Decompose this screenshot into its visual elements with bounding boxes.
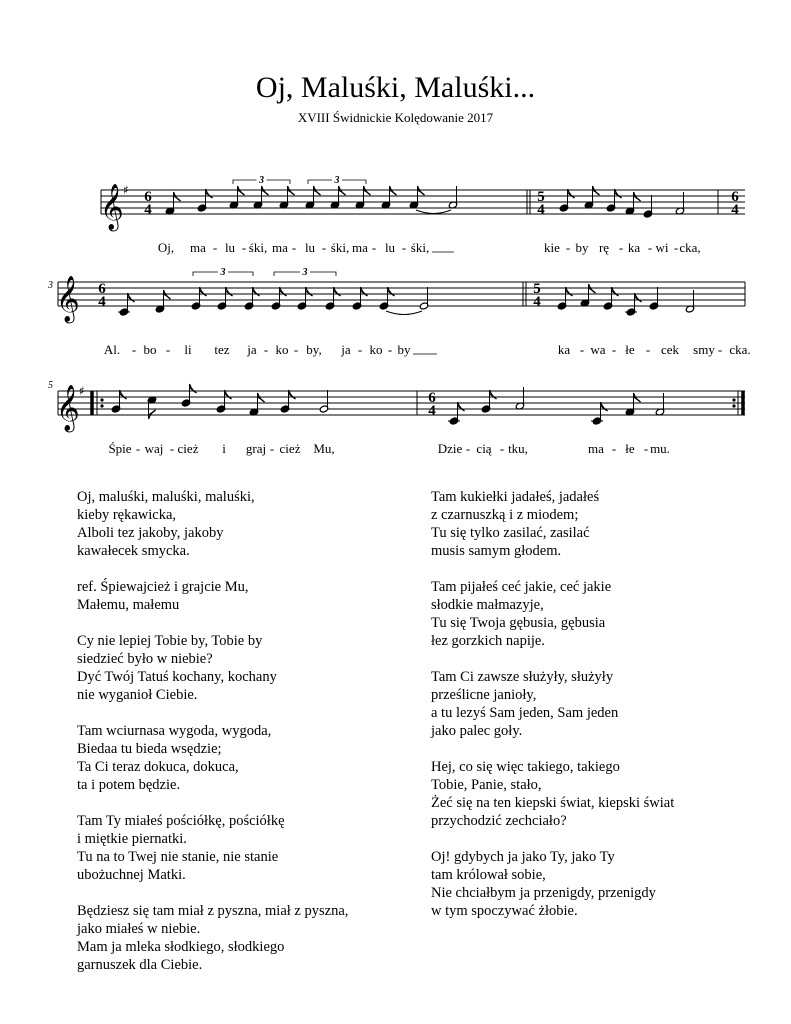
stanza-line: kawałecek smycka. bbox=[77, 543, 190, 559]
time-signature-numerator: 6 bbox=[428, 390, 436, 406]
time-signature-denominator: 4 bbox=[533, 294, 541, 310]
tuplet-number: 3 bbox=[302, 267, 308, 278]
note-flag bbox=[634, 393, 641, 402]
lyric-syllable: tku, bbox=[508, 441, 528, 456]
sharp-sign: ♯ bbox=[79, 384, 85, 398]
lyric-syllable: lu bbox=[304, 240, 316, 255]
lyric-syllable: ma bbox=[588, 441, 604, 456]
lyric-syllable: ka bbox=[627, 240, 641, 255]
time-signature-numerator: 6 bbox=[98, 281, 106, 297]
stanza-line: Tam wciurnasa wygoda, wygoda, bbox=[77, 723, 272, 739]
time-signature-numerator: 6 bbox=[144, 189, 152, 205]
sharp-sign: ♯ bbox=[123, 183, 129, 197]
lyric-syllable: cka, bbox=[679, 240, 701, 255]
song-title: Oj, Maluśki, Maluśki... bbox=[255, 71, 536, 104]
stanza-line: musis samym głodem. bbox=[431, 543, 562, 559]
lyric-syllable: śki, bbox=[330, 240, 350, 255]
lyric-syllable: wi bbox=[655, 240, 669, 255]
lyric-syllable: - bbox=[212, 240, 218, 255]
stanza-line: Ta Ci teraz dokuca, dokuca, bbox=[77, 759, 239, 775]
music-score bbox=[0, 0, 791, 470]
tuplet-number: 3 bbox=[259, 175, 264, 186]
lyric-syllable: Śpie bbox=[108, 441, 132, 456]
lyric-syllable: - bbox=[401, 240, 407, 255]
stanza-line: Hej, co się więc takiego, takiego bbox=[431, 759, 620, 775]
lyric-syllable: - bbox=[321, 240, 327, 255]
stanza-line: siedzieć było w niebie? bbox=[77, 651, 213, 667]
lyric-syllable: - bbox=[169, 441, 175, 456]
lyric-syllable: ma bbox=[352, 240, 368, 255]
song-subtitle: XVIII Świdnickie Kolędowanie 2017 bbox=[297, 110, 494, 125]
stanza bbox=[431, 488, 674, 560]
time-signature-denominator: 4 bbox=[428, 403, 436, 419]
repeat-dot bbox=[732, 398, 735, 401]
lyric-syllable: Al. bbox=[103, 342, 121, 357]
lyric-syllable: - bbox=[269, 441, 275, 456]
lyric-syllable: - bbox=[499, 441, 505, 456]
note-flag bbox=[149, 410, 156, 419]
stanza bbox=[77, 812, 348, 884]
lyric-syllable: - bbox=[645, 342, 651, 357]
time-signature-numerator: 5 bbox=[533, 281, 541, 297]
lyric-syllable: cież bbox=[279, 441, 301, 456]
lyric-syllable: śki, bbox=[410, 240, 430, 255]
note-flag bbox=[364, 186, 371, 195]
lyric-syllable: - bbox=[717, 342, 723, 357]
repeat-dot bbox=[100, 398, 103, 401]
lyrics-column-right bbox=[431, 488, 674, 938]
lyric-syllable: ma bbox=[190, 240, 206, 255]
lyric-syllable: - bbox=[565, 240, 571, 255]
lyric-syllable: mu. bbox=[650, 441, 670, 456]
tuplet-number: 3 bbox=[334, 175, 340, 186]
lyric-syllable: - bbox=[618, 240, 624, 255]
lyric-syllable: cka. bbox=[729, 342, 751, 357]
tie bbox=[386, 311, 422, 315]
lyric-syllable: ma bbox=[272, 240, 288, 255]
stanza-line: ta i potem będzie. bbox=[77, 777, 181, 793]
stanza-line: Nie chciałbym ja przenigdy, przenigdy bbox=[431, 885, 656, 901]
stanza bbox=[77, 488, 348, 560]
lyric-syllable: kie bbox=[544, 240, 560, 255]
lyric-syllable: - bbox=[263, 342, 269, 357]
stanza-line: Tam pijałeś ceć jakie, ceć jakie bbox=[431, 579, 612, 595]
stanza-line: Cy nie lepiej Tobie by, Tobie by bbox=[77, 633, 263, 649]
time-signature-denominator: 4 bbox=[98, 294, 106, 310]
stanza-line: kieby rękawicka, bbox=[77, 507, 177, 523]
lyric-syllable: waj bbox=[144, 441, 164, 456]
repeat-dot bbox=[732, 404, 735, 407]
stanza-line: Oj, maluśki, maluśki, maluśki, bbox=[77, 489, 255, 505]
lyric-syllable: smy bbox=[693, 342, 715, 357]
stanza-line: jako miałeś w niebie. bbox=[77, 921, 201, 937]
stanza-line: ubożuchnej Matki. bbox=[77, 867, 186, 883]
lyric-syllable: by, bbox=[306, 342, 322, 357]
lyric-syllable: - bbox=[611, 342, 617, 357]
tie bbox=[416, 210, 451, 214]
stanza-line: ref. Śpiewajcież i grajcie Mu, bbox=[77, 579, 249, 595]
lyric-syllable: - bbox=[135, 441, 141, 456]
lyric-syllable: ka bbox=[557, 342, 571, 357]
stanza-line: Mam ja mleka słodkiego, słodkiego bbox=[77, 939, 285, 955]
lyric-syllable: ko bbox=[275, 342, 289, 357]
stanza-line: z czarnuszką i z miodem; bbox=[431, 507, 579, 523]
note-flag bbox=[238, 186, 245, 195]
note-flag bbox=[262, 186, 269, 195]
lyrics-column-left bbox=[77, 488, 348, 992]
lyric-syllable: lu bbox=[224, 240, 236, 255]
note-flag bbox=[174, 192, 181, 201]
stanza bbox=[77, 902, 348, 974]
stanza-line: łez gorzkich napije. bbox=[431, 633, 545, 649]
stanza-line: Będziesz się tam miał z pyszna, miał z pyszna, bbox=[77, 903, 349, 919]
lyric-syllable: - bbox=[643, 441, 649, 456]
lyric-syllable: ko bbox=[369, 342, 383, 357]
stanza-line: Tam Ty miałeś pościółkę, pościółkę bbox=[77, 813, 285, 829]
lyric-syllable: by bbox=[575, 240, 589, 255]
treble-clef: 𝄞 bbox=[56, 385, 80, 431]
note-flag bbox=[190, 384, 197, 393]
lyric-syllable: cież bbox=[177, 441, 199, 456]
time-signature-numerator: 5 bbox=[537, 189, 545, 205]
stanza-line: Tam Ci zawsze służyły, służyły bbox=[431, 669, 614, 685]
lyric-syllable: lu bbox=[384, 240, 396, 255]
treble-clef: 𝄞 bbox=[100, 184, 124, 230]
lyric-syllable: - bbox=[579, 342, 585, 357]
stanza-line: Żeć się na ten kiepski świat, kiepski świat bbox=[431, 795, 675, 811]
lyric-syllable: li bbox=[184, 342, 192, 357]
note-flag bbox=[258, 393, 265, 402]
lyric-syllable: - bbox=[293, 342, 299, 357]
stanza-line: jako palec goły. bbox=[431, 723, 523, 739]
tuplet-number: 3 bbox=[220, 267, 226, 278]
stanza-line: garnuszek dla Ciebie. bbox=[77, 957, 203, 973]
stanza bbox=[431, 758, 674, 830]
measure-number: 3 bbox=[48, 280, 53, 291]
stanza bbox=[77, 632, 348, 704]
treble-clef: 𝄞 bbox=[56, 276, 80, 322]
lyric-syllable: - bbox=[387, 342, 393, 357]
repeat-dot bbox=[100, 404, 103, 407]
lyric-syllable: cią bbox=[476, 441, 492, 456]
lyric-syllable: Mu, bbox=[313, 441, 335, 456]
lyric-syllable: - bbox=[647, 240, 653, 255]
stanza bbox=[431, 578, 674, 650]
time-signature-denominator: 4 bbox=[731, 202, 739, 218]
note-flag bbox=[339, 186, 346, 195]
lyric-syllable: bo bbox=[143, 342, 157, 357]
time-signature-denominator: 4 bbox=[537, 202, 545, 218]
stanza-line: Oj! gdybych ja jako Ty, jako Ty bbox=[431, 849, 615, 865]
stanza-line: Dyć Twój Tatuś kochany, kochany bbox=[77, 669, 277, 685]
lyric-syllable: ja bbox=[247, 342, 257, 357]
lyric-syllable: - bbox=[357, 342, 363, 357]
stanza-line: a tu lezyś Sam jeden, Sam jeden bbox=[431, 705, 619, 721]
stanza-line: tam królował sobie, bbox=[431, 867, 546, 883]
lyric-syllable: - bbox=[291, 240, 297, 255]
stanza bbox=[77, 578, 348, 614]
note-flag bbox=[589, 284, 596, 293]
stanza bbox=[431, 668, 674, 740]
measure-number: 5 bbox=[48, 380, 53, 391]
lyric-syllable: graj bbox=[245, 441, 267, 456]
stanza-line: nie wyganioł Ciebie. bbox=[77, 687, 198, 703]
stanza-line: prześlicne janioły, bbox=[431, 687, 537, 703]
lyric-syllable: - bbox=[131, 342, 137, 357]
lyric-syllable: tez bbox=[214, 342, 230, 357]
stanza-line: Tu się tylko zasilać, zasilać bbox=[431, 525, 590, 541]
stanza-line: Małemu, małemu bbox=[77, 597, 180, 613]
lyric-syllable: rę bbox=[598, 240, 610, 255]
stanza-line: Tobie, Panie, stało, bbox=[431, 777, 542, 793]
lyric-syllable: wa bbox=[590, 342, 606, 357]
stanza-line: przychodzić zechciało? bbox=[431, 813, 567, 829]
lyric-syllable: łe bbox=[625, 342, 635, 357]
note-flag bbox=[164, 290, 171, 299]
stanza-line: w tym spoczywać żłobie. bbox=[431, 903, 578, 919]
stanza bbox=[77, 722, 348, 794]
stanza bbox=[431, 848, 674, 920]
lyric-syllable: - bbox=[611, 441, 617, 456]
stanza-line: Alboli tez jakoby, jakoby bbox=[77, 525, 224, 541]
lyric-syllable: Oj, bbox=[157, 240, 175, 255]
time-signature-denominator: 4 bbox=[144, 202, 152, 218]
note-flag bbox=[418, 186, 425, 195]
lyric-syllable: - bbox=[371, 240, 377, 255]
lyric-syllable: - bbox=[673, 240, 679, 255]
stanza-line: Tu na to Twej nie stanie, nie stanie bbox=[77, 849, 279, 865]
lyric-syllable: - bbox=[465, 441, 471, 456]
note-flag bbox=[314, 186, 321, 195]
stanza-line: i miętkie piernatki. bbox=[77, 831, 187, 847]
lyric-syllable: i bbox=[222, 441, 226, 456]
stanza-line: Tu się Twoja gębusia, gębusia bbox=[431, 615, 606, 631]
note-flag bbox=[288, 186, 295, 195]
lyric-syllable: by bbox=[397, 342, 411, 357]
stanza-line: Biedaa tu bieda wsędzie; bbox=[77, 741, 222, 757]
stanza-line: Tam kukiełki jadałeś, jadałeś bbox=[431, 489, 600, 505]
lyric-syllable: Dzie bbox=[437, 441, 463, 456]
lyric-syllable: śki, bbox=[248, 240, 268, 255]
time-signature-numerator: 6 bbox=[731, 189, 739, 205]
lyric-syllable: - bbox=[165, 342, 171, 357]
note-flag bbox=[634, 192, 641, 201]
lyric-syllable: łe bbox=[625, 441, 635, 456]
lyric-syllable: cek bbox=[660, 342, 680, 357]
note-flag bbox=[593, 186, 600, 195]
lyric-syllable: ja bbox=[341, 342, 351, 357]
lyric-syllable: - bbox=[241, 240, 247, 255]
stanza-line: słodkie małmazyje, bbox=[431, 597, 544, 613]
note-flag bbox=[390, 186, 397, 195]
